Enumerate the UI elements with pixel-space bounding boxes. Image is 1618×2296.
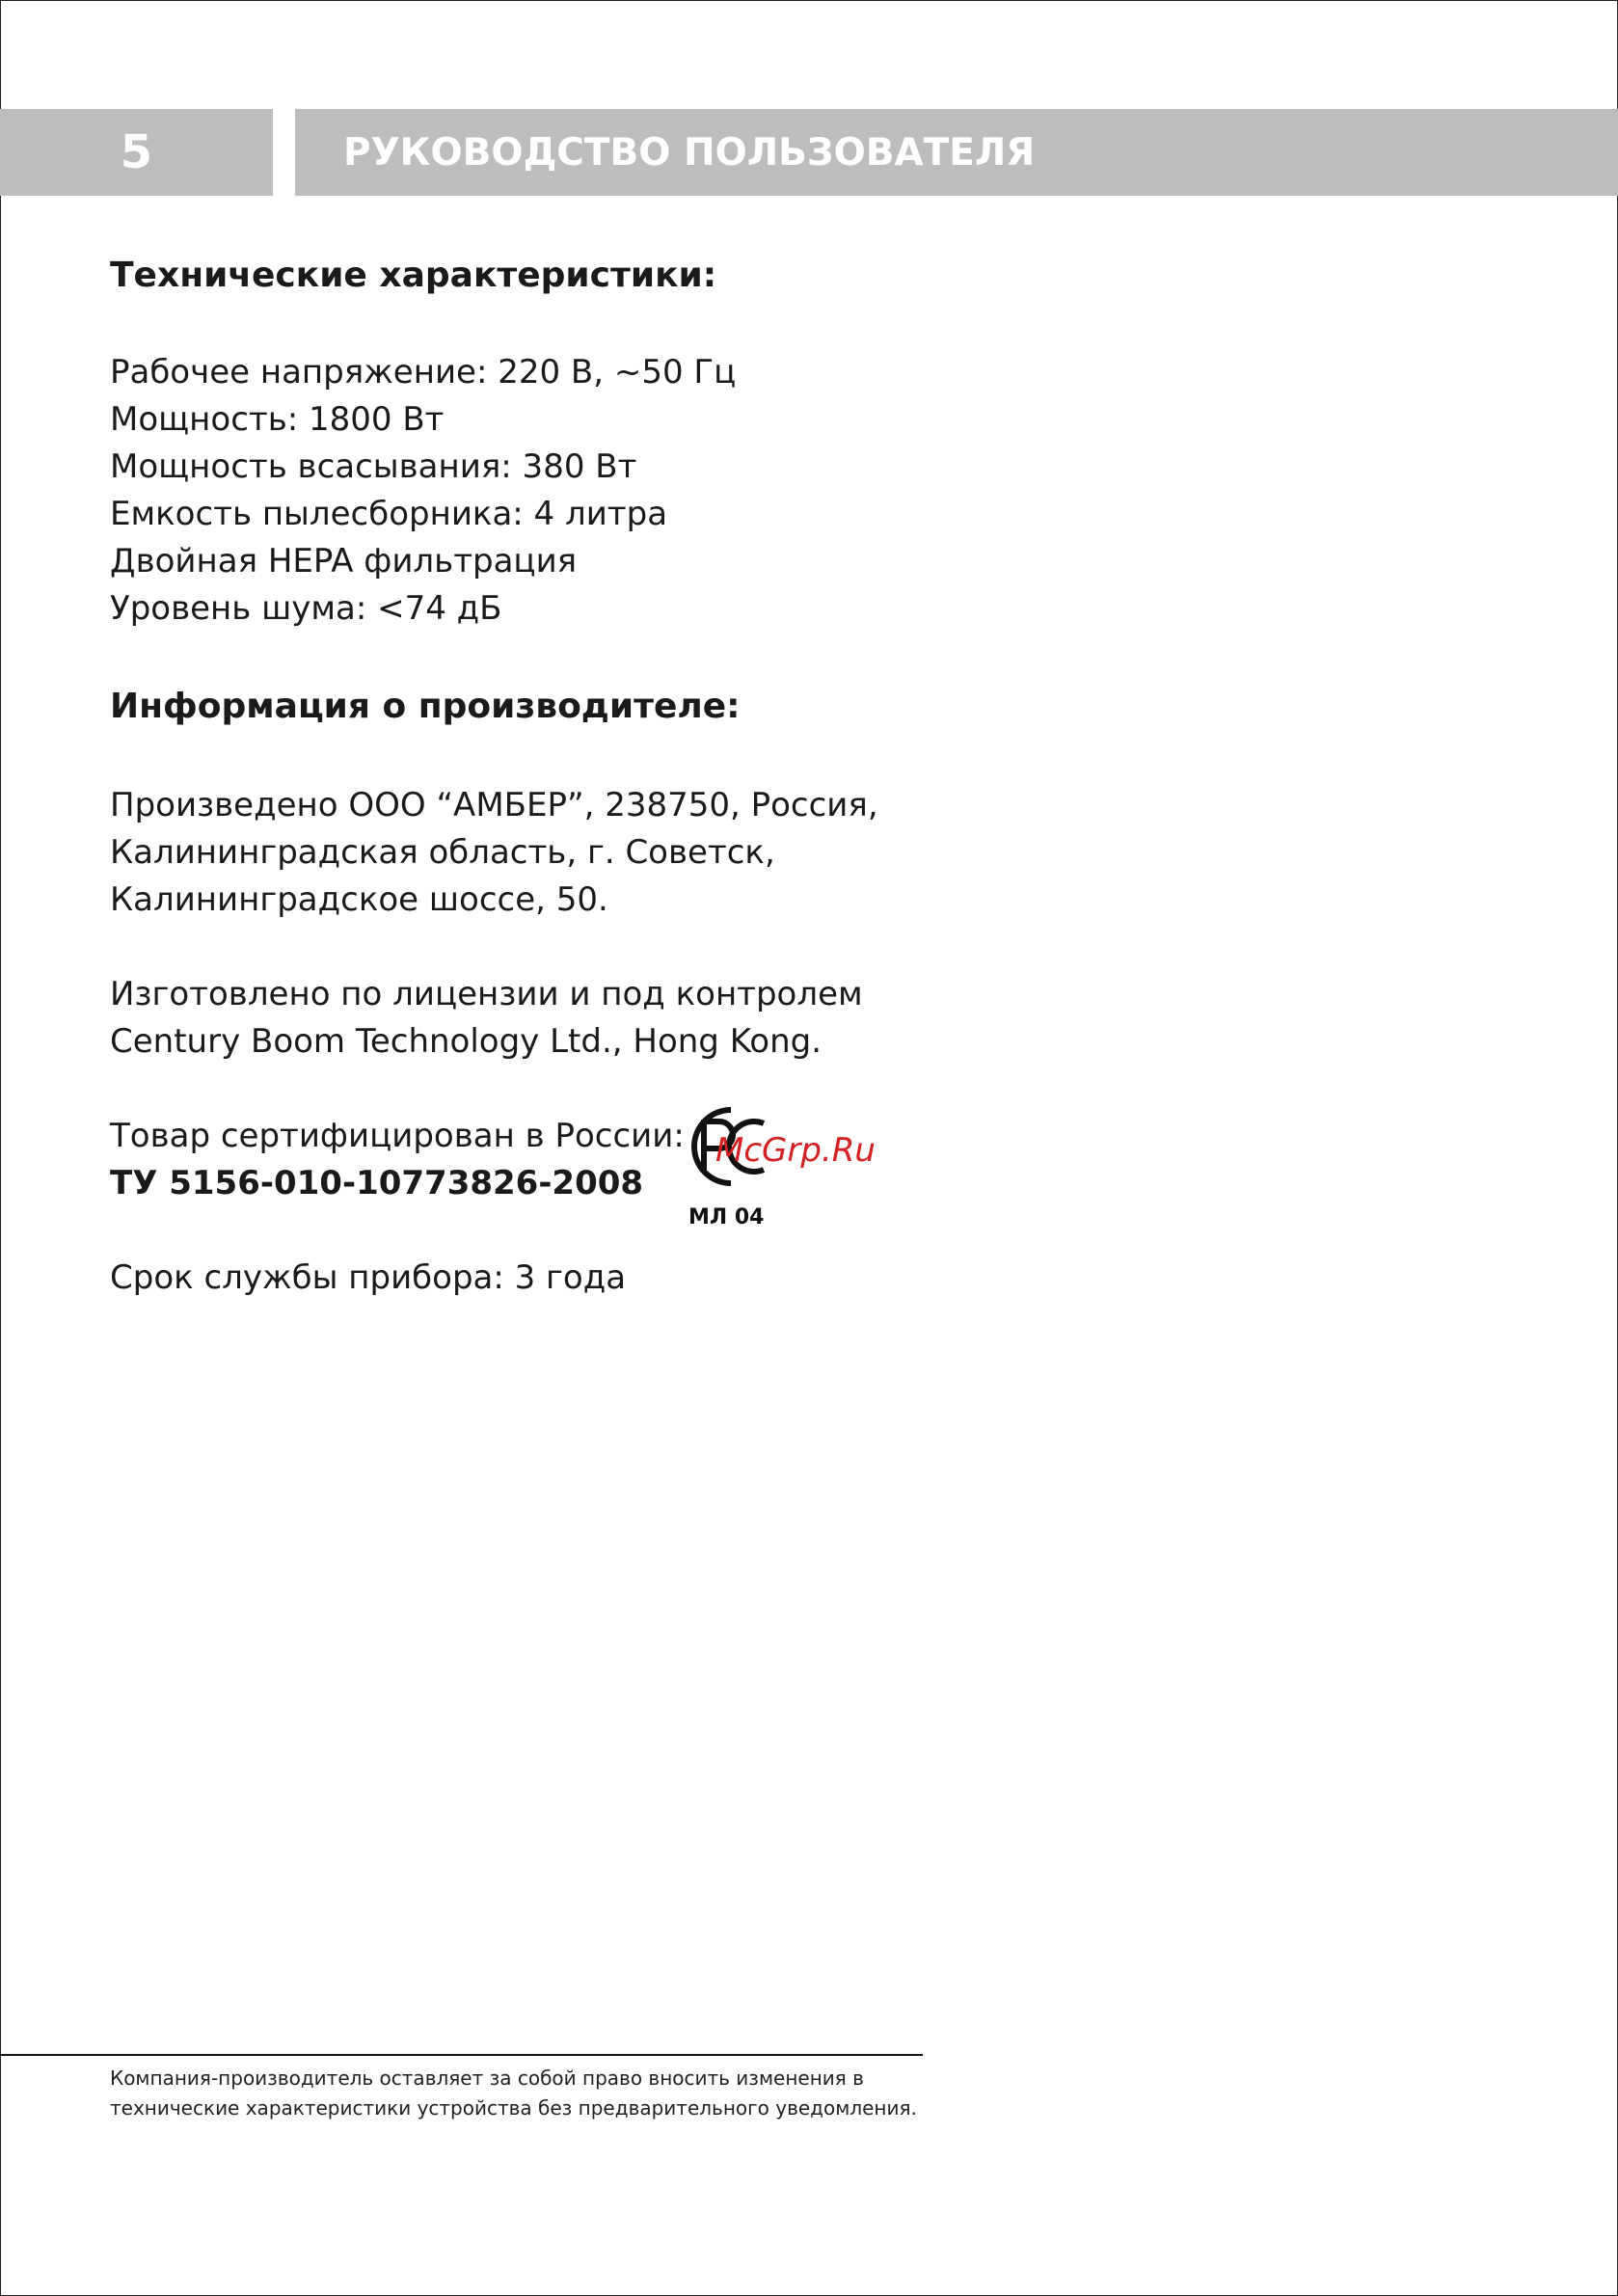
license-line: Century Boom Technology Ltd., Hong Kong. [110,1021,822,1061]
address-line: Калининградское шоссе, 50. [110,879,608,919]
spec-item: Мощность: 1800 Вт [110,399,445,439]
footer-line: Компания-производитель оставляет за собой право вносить изменения в [110,2066,864,2090]
certification-mark-code: МЛ 04 [688,1204,765,1229]
page-header-title: РУКОВОДСТВО ПОЛЬЗОВАТЕЛЯ [295,109,1618,196]
watermark-text: McGrp.Ru [715,1130,876,1170]
spec-item: Рабочее напряжение: 220 В, ~50 Гц [110,352,737,392]
spec-item: Емкость пылесборника: 4 литра [110,494,668,533]
specs-heading: Технические характеристики: [110,256,717,295]
footer-note [110,2064,978,2123]
page-content [110,254,1171,1302]
manufacturer-address [110,782,1171,924]
spec-item: Уровень шума: <74 дБ [110,588,502,628]
service-life: Срок службы прибора: 3 года [110,1257,627,1297]
address-line: Калининградская область, г. Советск, [110,832,775,872]
certification-block [110,1113,1171,1229]
footer-divider [0,2054,923,2056]
footer-line: технические характеристики устройства без предварительного уведомления. [110,2096,917,2120]
address-line: Произведено ООО “АМБЕР”, 238750, Россия, [110,785,878,824]
specs-list [110,349,1171,633]
manufacturer-heading: Информация о производителе: [110,686,741,726]
license-info [110,971,1171,1066]
certification-label: Товар сертифицирован в России: [110,1116,685,1155]
rst-certification-mark-icon [671,1098,922,1233]
spec-item: Двойная HEPA фильтрация [110,541,578,581]
license-line: Изготовлено по лицензии и под контролем [110,974,863,1013]
certification-code: ТУ 5156-010-10773826-2008 [110,1163,644,1202]
page-number: 5 [0,109,273,196]
spec-item: Мощность всасывания: 380 Вт [110,446,637,486]
